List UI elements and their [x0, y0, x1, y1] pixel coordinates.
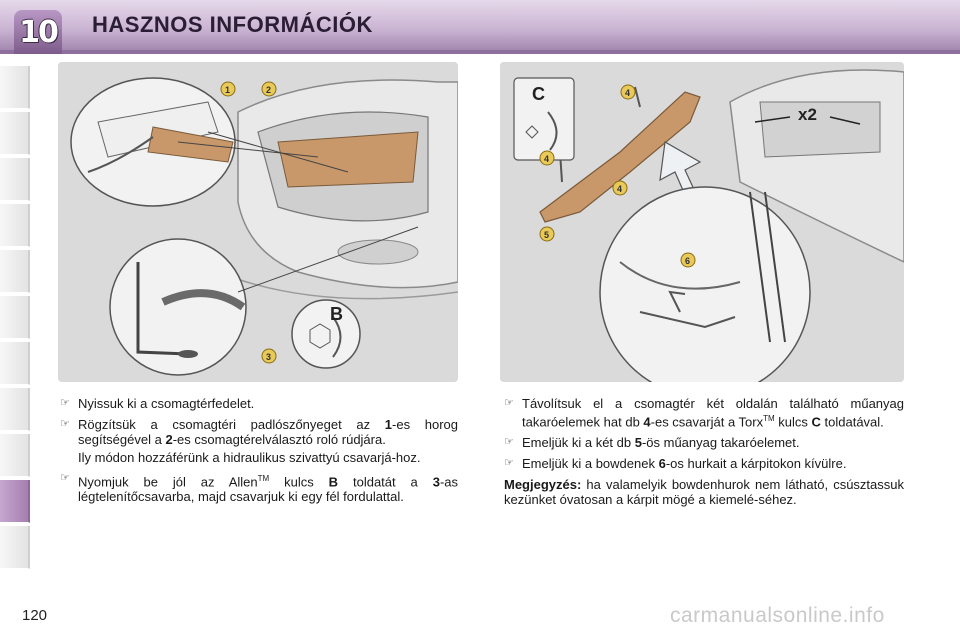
side-tab[interactable] — [0, 250, 30, 293]
instruction-text: Távolítsuk el a csomagtér két oldalán található műanyag takaróelemek hat db — [522, 396, 904, 430]
callout-1: 1 — [225, 85, 231, 95]
side-tab-active[interactable] — [0, 480, 30, 523]
side-tab[interactable] — [0, 296, 30, 339]
side-tab[interactable] — [0, 158, 30, 201]
bullet-hand-icon: ☞ — [60, 397, 70, 409]
instruction-item — [60, 417, 458, 447]
callout-6: 6 — [685, 256, 691, 266]
instruction-text: Nyomjuk be jól az Allen — [78, 474, 258, 490]
trademark-mark: TM — [257, 474, 270, 483]
callout-4a: 4 — [625, 88, 631, 98]
trademark-mark: TM — [763, 414, 775, 423]
ref-number: 1 — [384, 417, 393, 432]
ref-number: 5 — [634, 435, 642, 451]
chapter-title: HASZNOS INFORMÁCIÓK — [92, 12, 373, 37]
callout-4c: 4 — [617, 184, 623, 194]
ref-number: 6 — [658, 456, 666, 472]
bullet-hand-icon: ☞ — [504, 436, 514, 449]
instruction-text: Ily módon hozzáférünk a hidraulikus szivattyú csavarjá-hoz. — [78, 450, 421, 465]
trunk-illustration — [58, 62, 458, 382]
bullet-hand-icon: ☞ — [504, 457, 514, 470]
instruction-text: -es horog segítségével a — [78, 417, 458, 447]
multiplier-x2: x2 — [798, 105, 817, 124]
cable-illustration — [500, 62, 904, 382]
bullet-hand-icon: ☞ — [504, 397, 514, 409]
side-tab[interactable] — [0, 112, 30, 155]
instruction-item — [504, 435, 904, 450]
instruction-item — [504, 396, 904, 429]
side-tab[interactable] — [0, 388, 30, 431]
illustration-cable-access — [500, 62, 904, 382]
callout-4b: 4 — [544, 154, 550, 164]
side-tab-strip — [0, 66, 32, 574]
bullet-hand-icon: ☞ — [60, 472, 70, 484]
note-text: ha valamelyik bowdenhurok nem látható, csúsztassuk kezünket óvatosan a kárpit mögé a kiemelé-séhez. — [504, 477, 904, 508]
instruction-text: -os hurkait a kárpitokon kívülre. — [665, 456, 847, 472]
instruction-item — [60, 471, 458, 504]
instruction-text: kulcs — [774, 414, 812, 430]
ref-number: 4 — [643, 414, 651, 430]
side-tab[interactable] — [0, 204, 30, 247]
callout-3: 3 — [266, 352, 272, 362]
key-b-label: B — [330, 304, 343, 324]
key-c-label: C — [532, 84, 545, 104]
bullet-hand-icon: ☞ — [60, 418, 70, 430]
side-tab[interactable] — [0, 66, 30, 109]
instruction-text: toldatát a — [338, 474, 433, 490]
instruction-text: toldatával. — [820, 414, 884, 430]
header-divider — [0, 50, 960, 54]
ref-letter: C — [811, 414, 821, 430]
illustration-trunk-pump-access — [58, 62, 458, 382]
chapter-badge — [14, 10, 62, 54]
instruction-text: Nyissuk ki a csomagtérfedelet. — [78, 396, 255, 411]
side-tab[interactable] — [0, 434, 30, 477]
ref-number: 3 — [432, 474, 440, 490]
callout-2: 2 — [266, 85, 272, 95]
page-number: 120 — [22, 607, 48, 624]
instruction-text: -es csomagtérelválasztó roló rúdjára. — [172, 432, 386, 447]
instruction-paragraph — [60, 450, 458, 465]
instruction-text: -es csavarját a Torx — [650, 414, 764, 430]
instruction-text: -ös műanyag takaróelemet. — [641, 435, 800, 451]
chapter-header — [0, 0, 960, 54]
note-label: Megjegyzés: — [504, 477, 582, 493]
instruction-text: Emeljük ki a két db — [522, 435, 635, 451]
instruction-text: Rögzítsük a csomagtéri padlószőnyeget az — [78, 417, 385, 432]
instruction-text: -as légtelenítőcsavarba, majd csavarjuk ki egy fél fordulattal. — [78, 474, 458, 505]
callout-5: 5 — [544, 230, 550, 240]
instruction-text: kulcs — [269, 474, 329, 490]
instruction-text: Emeljük ki a bowdenek — [522, 456, 659, 472]
instruction-item — [60, 396, 458, 411]
note-paragraph — [504, 477, 904, 507]
side-tab[interactable] — [0, 526, 30, 569]
side-tab[interactable] — [0, 342, 30, 385]
left-instructions — [60, 396, 458, 510]
instruction-item — [504, 456, 904, 471]
watermark: carmanualsonline.info — [670, 604, 885, 627]
chapter-number: 10 — [19, 14, 57, 50]
ref-letter: B — [328, 474, 339, 490]
right-instructions — [504, 396, 904, 513]
ref-number: 2 — [165, 432, 173, 447]
